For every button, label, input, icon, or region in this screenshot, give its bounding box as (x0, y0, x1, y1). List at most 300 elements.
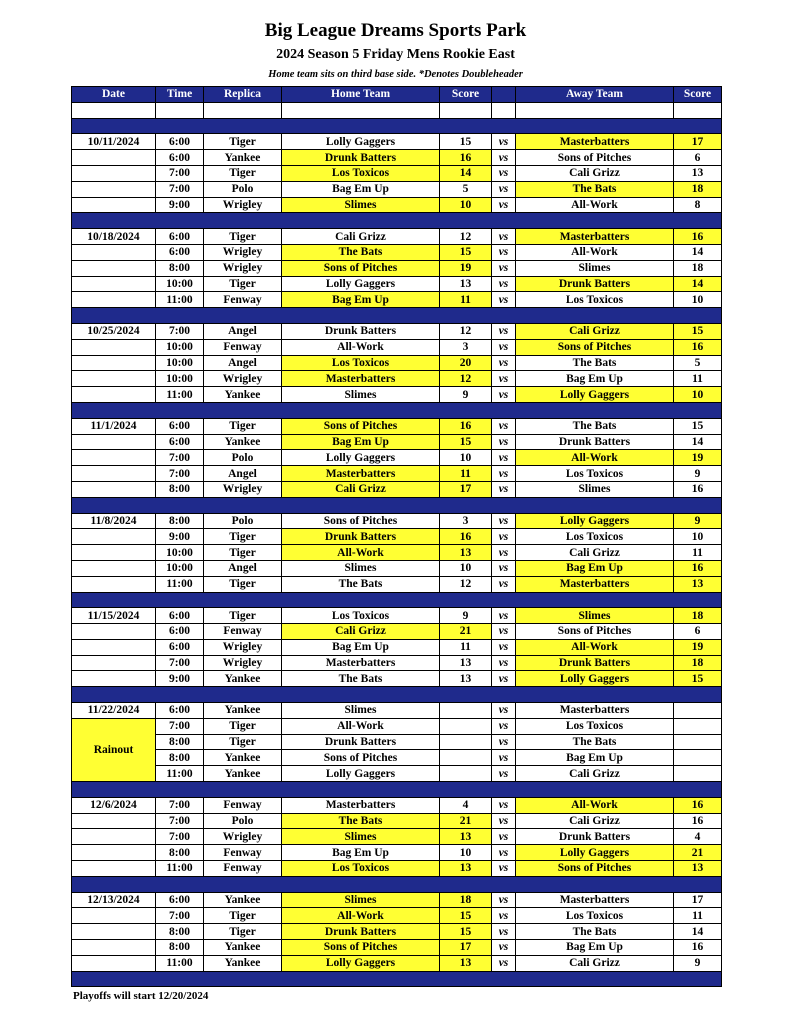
divider-cell (72, 213, 722, 229)
home-score: 21 (440, 813, 492, 829)
home-team: The Bats (282, 671, 440, 687)
game-time: 8:00 (156, 734, 204, 750)
vs-label: vs (492, 608, 516, 624)
away-team: Masterbatters (516, 229, 674, 245)
away-team: Sons of Pitches (516, 150, 674, 166)
away-team: Lolly Gaggers (516, 513, 674, 529)
home-score: 11 (440, 292, 492, 308)
away-score: 14 (674, 244, 722, 260)
away-score: 16 (674, 560, 722, 576)
vs-label: vs (492, 513, 516, 529)
game-replica: Tiger (204, 545, 282, 561)
divider-band (72, 118, 722, 134)
rainout-label: Rainout (72, 718, 156, 781)
empty-date-cell (72, 181, 156, 197)
col-header-away-score: Score (674, 87, 722, 103)
away-score: 10 (674, 529, 722, 545)
vs-label: vs (492, 861, 516, 877)
home-score: 4 (440, 797, 492, 813)
away-team: All-Work (516, 639, 674, 655)
away-team: Cali Grizz (516, 323, 674, 339)
empty-date-cell (72, 655, 156, 671)
col-header-home-team: Home Team (282, 87, 440, 103)
home-score: 15 (440, 924, 492, 940)
away-team: Los Toxicos (516, 908, 674, 924)
divider-cell (72, 592, 722, 608)
away-score: 11 (674, 908, 722, 924)
away-team: Drunk Batters (516, 829, 674, 845)
home-team: Slimes (282, 829, 440, 845)
vs-label: vs (492, 624, 516, 640)
vs-label: vs (492, 703, 516, 719)
divider-cell (72, 118, 722, 134)
empty-cell (156, 102, 204, 118)
page-title: Big League Dreams Sports Park (264, 20, 527, 41)
vs-label: vs (492, 766, 516, 782)
game-time: 8:00 (156, 924, 204, 940)
divider-cell (72, 876, 722, 892)
empty-date-cell (72, 861, 156, 877)
home-team: Sons of Pitches (282, 750, 440, 766)
game-row (72, 608, 722, 624)
game-row (72, 703, 722, 719)
away-score: 9 (674, 466, 722, 482)
home-team: All-Work (282, 339, 440, 355)
empty-date-cell (72, 671, 156, 687)
game-time: 10:00 (156, 276, 204, 292)
away-score: 16 (674, 940, 722, 956)
empty-date-cell (72, 339, 156, 355)
col-header-time: Time (156, 87, 204, 103)
away-score: 9 (674, 955, 722, 971)
game-time: 11:00 (156, 955, 204, 971)
away-score: 14 (674, 276, 722, 292)
away-score: 16 (674, 813, 722, 829)
away-team: All-Work (516, 244, 674, 260)
away-team: Slimes (516, 260, 674, 276)
home-team: Drunk Batters (282, 529, 440, 545)
game-time: 8:00 (156, 940, 204, 956)
game-replica: Yankee (204, 703, 282, 719)
vs-label: vs (492, 545, 516, 561)
away-team: Los Toxicos (516, 718, 674, 734)
game-replica: Wrigley (204, 371, 282, 387)
game-row (72, 813, 722, 829)
away-team: Cali Grizz (516, 955, 674, 971)
empty-date-cell (72, 813, 156, 829)
empty-cell (492, 102, 516, 118)
game-row (72, 861, 722, 877)
game-row (72, 560, 722, 576)
empty-date-cell (72, 624, 156, 640)
divider-band (72, 782, 722, 798)
vs-label: vs (492, 940, 516, 956)
away-team: All-Work (516, 450, 674, 466)
away-team: The Bats (516, 734, 674, 750)
away-score: 15 (674, 671, 722, 687)
home-score: 16 (440, 529, 492, 545)
away-team: Sons of Pitches (516, 861, 674, 877)
home-score (440, 734, 492, 750)
away-score: 8 (674, 197, 722, 213)
game-time: 9:00 (156, 671, 204, 687)
game-time: 10:00 (156, 560, 204, 576)
away-score: 6 (674, 150, 722, 166)
away-score: 10 (674, 292, 722, 308)
game-replica: Fenway (204, 292, 282, 308)
game-replica: Angel (204, 560, 282, 576)
vs-label: vs (492, 371, 516, 387)
game-row (72, 150, 722, 166)
vs-label: vs (492, 244, 516, 260)
game-time: 8:00 (156, 260, 204, 276)
vs-label: vs (492, 165, 516, 181)
away-score: 11 (674, 371, 722, 387)
game-time: 6:00 (156, 434, 204, 450)
game-row (72, 450, 722, 466)
col-header-home-score: Score (440, 87, 492, 103)
empty-date-cell (72, 481, 156, 497)
empty-date-cell (72, 150, 156, 166)
vs-label: vs (492, 924, 516, 940)
home-team: Masterbatters (282, 797, 440, 813)
home-score: 9 (440, 387, 492, 403)
home-team: Los Toxicos (282, 861, 440, 877)
away-team: Cali Grizz (516, 766, 674, 782)
vs-label: vs (492, 671, 516, 687)
vs-label: vs (492, 229, 516, 245)
week-date: 11/1/2024 (72, 418, 156, 434)
away-score (674, 750, 722, 766)
game-row (72, 529, 722, 545)
game-replica: Tiger (204, 229, 282, 245)
game-row (72, 323, 722, 339)
home-score: 10 (440, 560, 492, 576)
game-time: 7:00 (156, 450, 204, 466)
empty-date-cell (72, 845, 156, 861)
home-team: Drunk Batters (282, 924, 440, 940)
game-replica: Tiger (204, 529, 282, 545)
home-team: Sons of Pitches (282, 418, 440, 434)
game-row (72, 545, 722, 561)
empty-date-cell (72, 260, 156, 276)
home-score: 12 (440, 576, 492, 592)
week-date: 12/6/2024 (72, 797, 156, 813)
game-time: 7:00 (156, 908, 204, 924)
divider-band (72, 876, 722, 892)
game-time: 7:00 (156, 813, 204, 829)
game-replica: Fenway (204, 624, 282, 640)
spacer-row (72, 102, 722, 118)
divider-cell (72, 308, 722, 324)
home-team: Cali Grizz (282, 481, 440, 497)
divider-band (72, 213, 722, 229)
vs-label: vs (492, 892, 516, 908)
away-score: 18 (674, 260, 722, 276)
game-time: 8:00 (156, 481, 204, 497)
vs-label: vs (492, 387, 516, 403)
home-score: 3 (440, 513, 492, 529)
away-score: 19 (674, 639, 722, 655)
vs-label: vs (492, 718, 516, 734)
away-team: Drunk Batters (516, 434, 674, 450)
home-team: All-Work (282, 908, 440, 924)
away-team: Los Toxicos (516, 529, 674, 545)
game-replica: Wrigley (204, 639, 282, 655)
away-score: 13 (674, 576, 722, 592)
game-row (72, 718, 722, 734)
away-score (674, 734, 722, 750)
game-time: 8:00 (156, 845, 204, 861)
home-team: Masterbatters (282, 466, 440, 482)
divider-band (72, 308, 722, 324)
game-row (72, 339, 722, 355)
game-replica: Yankee (204, 940, 282, 956)
home-score (440, 718, 492, 734)
away-team: Lolly Gaggers (516, 387, 674, 403)
game-row (72, 418, 722, 434)
vs-label: vs (492, 529, 516, 545)
game-replica: Polo (204, 181, 282, 197)
away-team: Lolly Gaggers (516, 845, 674, 861)
divider-cell (72, 971, 722, 987)
game-row (72, 387, 722, 403)
home-team: Slimes (282, 197, 440, 213)
away-score: 17 (674, 892, 722, 908)
away-team: Masterbatters (516, 576, 674, 592)
home-team: Masterbatters (282, 371, 440, 387)
vs-label: vs (492, 260, 516, 276)
game-row (72, 924, 722, 940)
home-score: 5 (440, 181, 492, 197)
home-team: Cali Grizz (282, 229, 440, 245)
game-time: 6:00 (156, 229, 204, 245)
game-time: 7:00 (156, 829, 204, 845)
game-time: 6:00 (156, 608, 204, 624)
empty-date-cell (72, 292, 156, 308)
away-score: 16 (674, 229, 722, 245)
header-row (72, 87, 722, 103)
divider-band (72, 497, 722, 513)
game-replica: Yankee (204, 955, 282, 971)
week-date: 11/8/2024 (72, 513, 156, 529)
away-score: 13 (674, 165, 722, 181)
divider-band (72, 971, 722, 987)
vs-label: vs (492, 750, 516, 766)
game-replica: Angel (204, 355, 282, 371)
home-team: Sons of Pitches (282, 940, 440, 956)
away-score: 19 (674, 450, 722, 466)
empty-date-cell (72, 450, 156, 466)
game-replica: Tiger (204, 734, 282, 750)
vs-label: vs (492, 181, 516, 197)
home-team: All-Work (282, 545, 440, 561)
game-time: 11:00 (156, 387, 204, 403)
empty-date-cell (72, 924, 156, 940)
game-row (72, 181, 722, 197)
vs-label: vs (492, 797, 516, 813)
away-score: 5 (674, 355, 722, 371)
game-replica: Wrigley (204, 481, 282, 497)
home-team: Los Toxicos (282, 165, 440, 181)
game-time: 9:00 (156, 529, 204, 545)
empty-date-cell (72, 197, 156, 213)
game-time: 7:00 (156, 466, 204, 482)
empty-date-cell (72, 576, 156, 592)
game-time: 7:00 (156, 797, 204, 813)
away-team: Cali Grizz (516, 813, 674, 829)
home-team: Los Toxicos (282, 355, 440, 371)
game-time: 11:00 (156, 766, 204, 782)
home-team: Sons of Pitches (282, 513, 440, 529)
game-row (72, 797, 722, 813)
game-replica: Fenway (204, 339, 282, 355)
week-date: 10/18/2024 (72, 229, 156, 245)
game-replica: Angel (204, 323, 282, 339)
home-team: Lolly Gaggers (282, 276, 440, 292)
game-time: 11:00 (156, 861, 204, 877)
vs-label: vs (492, 734, 516, 750)
empty-date-cell (72, 371, 156, 387)
away-team: Slimes (516, 608, 674, 624)
game-time: 6:00 (156, 418, 204, 434)
vs-label: vs (492, 434, 516, 450)
game-row (72, 940, 722, 956)
game-time: 7:00 (156, 323, 204, 339)
home-score: 15 (440, 434, 492, 450)
schedule-table (71, 86, 722, 987)
home-score: 13 (440, 861, 492, 877)
home-team: Drunk Batters (282, 323, 440, 339)
away-team: The Bats (516, 355, 674, 371)
game-time: 11:00 (156, 292, 204, 308)
away-score: 15 (674, 323, 722, 339)
game-row (72, 829, 722, 845)
away-team: Bag Em Up (516, 371, 674, 387)
empty-date-cell (72, 529, 156, 545)
game-replica: Tiger (204, 908, 282, 924)
divider-band (72, 402, 722, 418)
game-replica: Yankee (204, 387, 282, 403)
away-team: The Bats (516, 181, 674, 197)
away-team: Slimes (516, 481, 674, 497)
home-team: Slimes (282, 892, 440, 908)
home-score: 3 (440, 339, 492, 355)
vs-label: vs (492, 829, 516, 845)
game-time: 10:00 (156, 339, 204, 355)
week-date: 11/15/2024 (72, 608, 156, 624)
home-team: Sons of Pitches (282, 260, 440, 276)
home-score: 17 (440, 481, 492, 497)
vs-label: vs (492, 323, 516, 339)
game-row (72, 134, 722, 150)
away-team: All-Work (516, 197, 674, 213)
away-team: Masterbatters (516, 703, 674, 719)
col-header-vs (492, 87, 516, 103)
game-row (72, 655, 722, 671)
away-score: 6 (674, 624, 722, 640)
empty-cell (72, 102, 156, 118)
away-team: The Bats (516, 924, 674, 940)
away-score: 10 (674, 387, 722, 403)
col-header-date: Date (72, 87, 156, 103)
home-score: 14 (440, 165, 492, 181)
game-replica: Angel (204, 466, 282, 482)
game-replica: Wrigley (204, 244, 282, 260)
home-score: 11 (440, 466, 492, 482)
game-time: 6:00 (156, 703, 204, 719)
col-header-away-team: Away Team (516, 87, 674, 103)
vs-label: vs (492, 955, 516, 971)
home-score: 16 (440, 418, 492, 434)
game-replica: Yankee (204, 750, 282, 766)
game-row (72, 371, 722, 387)
game-replica: Polo (204, 450, 282, 466)
home-team: The Bats (282, 244, 440, 260)
home-team: Masterbatters (282, 655, 440, 671)
away-score: 15 (674, 418, 722, 434)
away-team: Cali Grizz (516, 165, 674, 181)
home-score: 12 (440, 371, 492, 387)
col-header-replica: Replica (204, 87, 282, 103)
away-score: 9 (674, 513, 722, 529)
away-score: 14 (674, 434, 722, 450)
week-date: 11/22/2024 (72, 703, 156, 719)
game-replica: Tiger (204, 718, 282, 734)
home-score: 10 (440, 845, 492, 861)
home-team: Lolly Gaggers (282, 134, 440, 150)
home-score: 18 (440, 892, 492, 908)
game-time: 10:00 (156, 355, 204, 371)
home-team: Bag Em Up (282, 181, 440, 197)
game-time: 6:00 (156, 244, 204, 260)
empty-date-cell (72, 545, 156, 561)
home-score: 11 (440, 639, 492, 655)
home-score: 15 (440, 908, 492, 924)
game-row (72, 292, 722, 308)
away-team: Bag Em Up (516, 750, 674, 766)
vs-label: vs (492, 576, 516, 592)
game-time: 10:00 (156, 371, 204, 387)
game-time: 7:00 (156, 181, 204, 197)
vs-label: vs (492, 845, 516, 861)
away-score (674, 718, 722, 734)
away-score: 11 (674, 545, 722, 561)
game-time: 6:00 (156, 134, 204, 150)
game-replica: Tiger (204, 276, 282, 292)
home-score: 9 (440, 608, 492, 624)
empty-cell (516, 102, 674, 118)
home-score: 10 (440, 197, 492, 213)
divider-cell (72, 402, 722, 418)
vs-label: vs (492, 339, 516, 355)
game-time: 6:00 (156, 892, 204, 908)
home-score: 19 (440, 260, 492, 276)
away-team: Drunk Batters (516, 655, 674, 671)
divider-cell (72, 782, 722, 798)
game-row (72, 750, 722, 766)
home-team: Cali Grizz (282, 624, 440, 640)
home-score: 15 (440, 134, 492, 150)
home-team: Los Toxicos (282, 608, 440, 624)
vs-label: vs (492, 450, 516, 466)
vs-label: vs (492, 418, 516, 434)
week-date: 10/25/2024 (72, 323, 156, 339)
vs-label: vs (492, 560, 516, 576)
game-replica: Yankee (204, 671, 282, 687)
game-row (72, 624, 722, 640)
away-score: 17 (674, 134, 722, 150)
